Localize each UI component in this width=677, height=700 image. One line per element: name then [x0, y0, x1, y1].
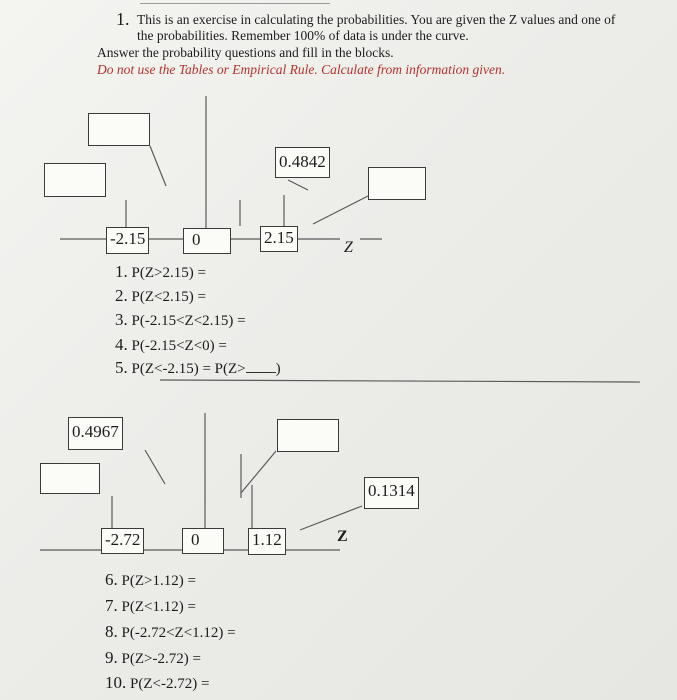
question-4: 4. P(-2.15<Z<0) = — [115, 335, 227, 354]
instructions-line-2: the probabilities. Remember 100% of data is under the curve. — [137, 28, 469, 43]
z-value-pos-box-2: 1.12 — [248, 528, 286, 555]
question-7: 7. P(Z<1.12) = — [105, 596, 196, 615]
z-value-neg-box-2: -2.72 — [101, 528, 144, 554]
question-9: 9. P(Z>-2.72) = — [105, 648, 201, 667]
answer-block-top[interactable] — [88, 113, 150, 146]
z-axis-label-2: Z — [337, 528, 348, 545]
question-2: 2. P(Z<2.15) = — [115, 286, 206, 305]
z-value-zero-box-2: 0 — [182, 528, 224, 554]
question-10: 10. P(Z<-2.72) = — [105, 673, 210, 692]
z-value-zero-box: 0 — [183, 228, 231, 254]
instructions-line-1: This is an exercise in calculating the probabilities. You are given the Z values and one of — [137, 12, 616, 27]
z-axis-label-1: Z — [344, 239, 353, 256]
given-probability-right-box: 0.1314 — [364, 477, 419, 509]
given-probability-left-box: 0.4967 — [68, 417, 123, 450]
z-value-pos-box: 2.15 — [260, 226, 298, 252]
exercise-number: 1. — [116, 9, 130, 29]
divider-line — [160, 380, 640, 382]
answer-block-2-top[interactable] — [277, 419, 339, 452]
instructions-warning: Do not use the Tables or Empirical Rule. Calculate from information given. — [97, 62, 506, 77]
instructions-line-3: Answer the probability questions and fill in the blocks. — [97, 45, 394, 60]
question-6: 6. P(Z>1.12) = — [105, 570, 196, 589]
question-3: 3. P(-2.15<Z<2.15) = — [115, 310, 246, 329]
answer-block-left[interactable] — [44, 163, 106, 197]
answer-block-2-left[interactable] — [40, 463, 100, 494]
answer-block-right[interactable] — [368, 167, 426, 200]
z-value-neg-box: -2.15 — [106, 227, 149, 254]
question-8: 8. P(-2.72<Z<1.12) = — [105, 622, 236, 641]
given-probability-box: 0.4842 — [275, 147, 330, 178]
question-1: 1. P(Z>2.15) = — [115, 262, 206, 281]
question-5: 5. P(Z<-2.15) = P(Z> ) — [115, 358, 281, 377]
